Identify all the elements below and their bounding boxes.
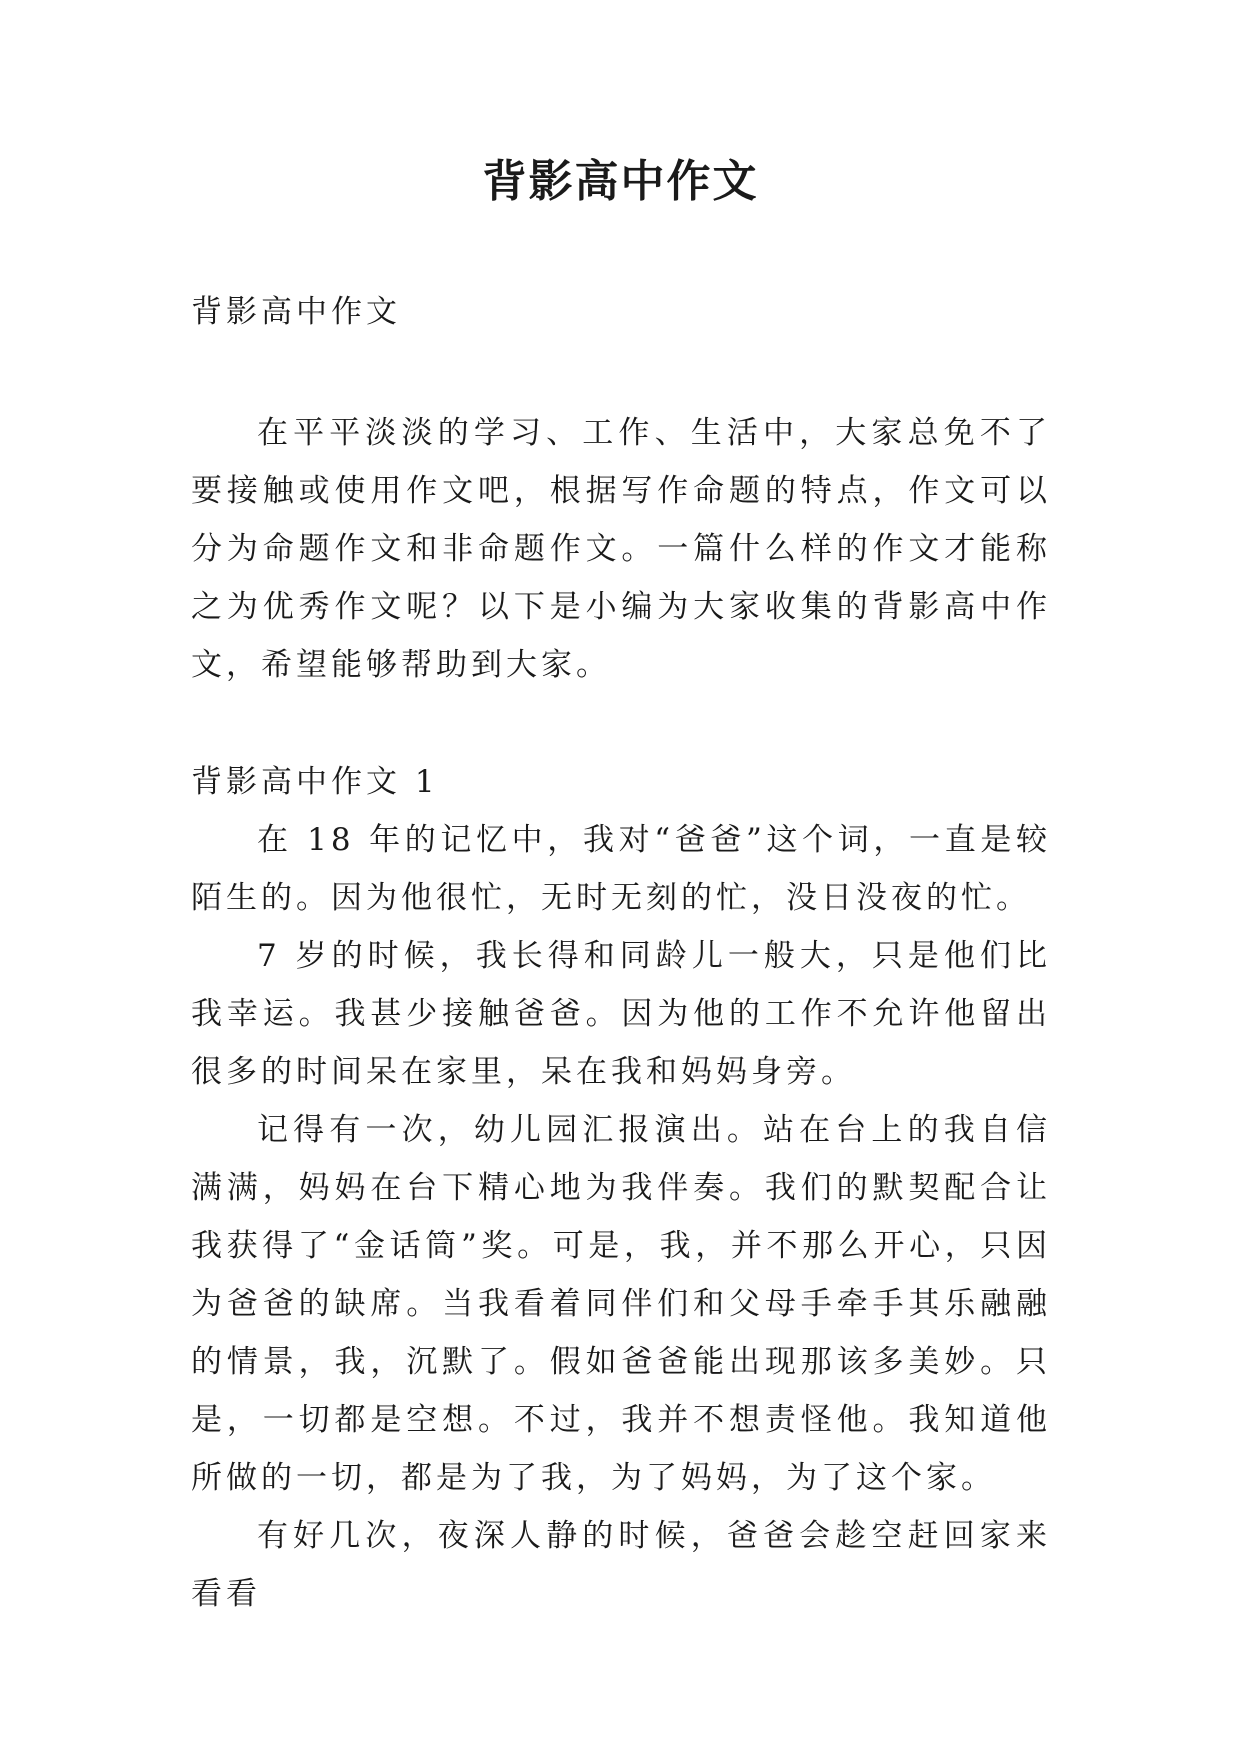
- body-paragraph: 7 岁的时候，我长得和同龄儿一般大，只是他们比我幸运。我甚少接触爸爸。因为他的工作不允许他留出很多的时间呆在家里，呆在我和妈妈身旁。: [191, 938, 1051, 1090]
- section-heading: 背影高中作文 1: [191, 764, 439, 800]
- body-paragraph: 在 18 年的记忆中，我对“爸爸”这个词，一直是较陌生的。因为他很忙，无时无刻的忙，没日没夜的忙。: [191, 822, 1051, 916]
- intro-paragraph: 在平平淡淡的学习、工作、生活中，大家总免不了要接触或使用作文吧，根据写作命题的特点，作文可以分为命题作文和非命题作文。一篇什么样的作文才能称之为优秀作文呢？以下是小编为大家收集的背影高中作文，希望能够帮助到大家。: [191, 415, 1051, 683]
- document-body: [191, 283, 1051, 1623]
- document-title: 背影高中作文: [482, 156, 759, 207]
- body-paragraph: 记得有一次，幼儿园汇报演出。站在台上的我自信满满，妈妈在台下精心地为我伴奏。我们的默契配合让我获得了“金话筒”奖。可是，我，并不那么开心，只因为爸爸的缺席。当我看着同伴们和父母手牵手其乐融融的情景，我，沉默了。假如爸爸能出现那该多美妙。只是，一切都是空想。不过，我并不想责怪他。我知道他所做的一切，都是为了我，为了妈妈，为了这个家。: [191, 1112, 1051, 1496]
- document-subtitle: 背影高中作文: [191, 294, 401, 330]
- body-paragraph: 有好几次，夜深人静的时候，爸爸会趁空赶回家来看看: [191, 1518, 1051, 1612]
